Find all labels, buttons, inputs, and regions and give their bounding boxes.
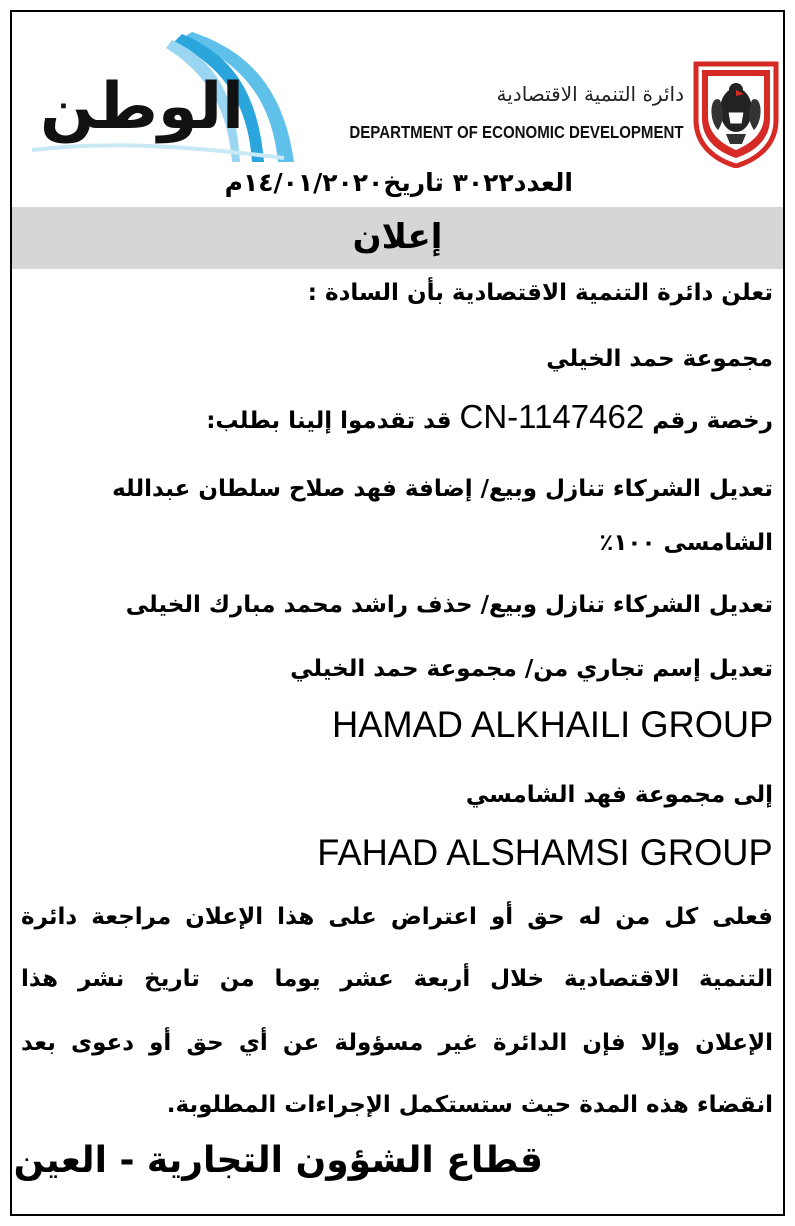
issuing-sector-footer: قطاع الشؤون التجارية - العين (13, 1140, 543, 1181)
new-trade-name-arabic: إلى مجموعة فهد الشامسي (465, 782, 773, 808)
abu-dhabi-falcon-crest-icon (690, 60, 782, 168)
license-line (206, 398, 773, 436)
amendment-partners-add: تعديل الشركاء تنازل وبيع/ إضافة فهد صلاح سلطان عبدالله (112, 476, 773, 502)
newspaper-logo-text: الوطن (40, 70, 244, 144)
title-band (12, 207, 783, 269)
newspaper-logo (22, 32, 312, 162)
objection-notice-line: التنمية الاقتصادية خلال أربعة عشر يوما من تاريخ نشر هذا (21, 966, 773, 992)
license-suffix: قد تقدموا إلينا بطلب: (206, 408, 452, 434)
department-name-english: DEPARTMENT OF ECONOMIC DEVELOPMENT (349, 122, 684, 142)
department-name-arabic: دائرة التنمية الاقتصادية (496, 82, 684, 106)
notice-header (12, 12, 783, 162)
notice-title: إعلان (352, 217, 443, 257)
license-prefix: رخصة رقم (652, 408, 773, 434)
old-trade-name-english: HAMAD ALKHAILI GROUP (331, 704, 773, 745)
objection-notice-line: انقضاء هذه المدة حيث ستستكمل الإجراءات المطلوبة. (166, 1092, 773, 1118)
department-title (312, 60, 684, 150)
amendment-partners-add-continued: الشامسى ١٠٠٪ (599, 530, 773, 556)
license-number: CN-1147462 (459, 398, 645, 435)
objection-notice-line: الإعلان وإلا فإن الدائرة غير مسؤولة عن أي حق أو دعوى بعد (21, 1030, 773, 1056)
objection-notice-line: فعلى كل من له حق أو اعتراض على هذا الإعلان مراجعة دائرة (21, 904, 773, 930)
new-trade-name-english: FAHAD ALSHAMSI GROUP (317, 832, 773, 873)
amendment-partners-remove: تعديل الشركاء تنازل وبيع/ حذف راشد محمد مبارك الخيلى (125, 592, 773, 618)
company-name: مجموعة حمد الخيلي (546, 346, 773, 372)
issue-number-date: العدد٣٠٢٢ تاريخ١٤/٠١/٢٠٢٠م (224, 168, 573, 197)
intro-line: تعلن دائرة التنمية الاقتصادية بأن السادة : (307, 280, 773, 306)
amendment-trade-name: تعديل إسم تجاري من/ مجموعة حمد الخيلي (290, 656, 773, 682)
